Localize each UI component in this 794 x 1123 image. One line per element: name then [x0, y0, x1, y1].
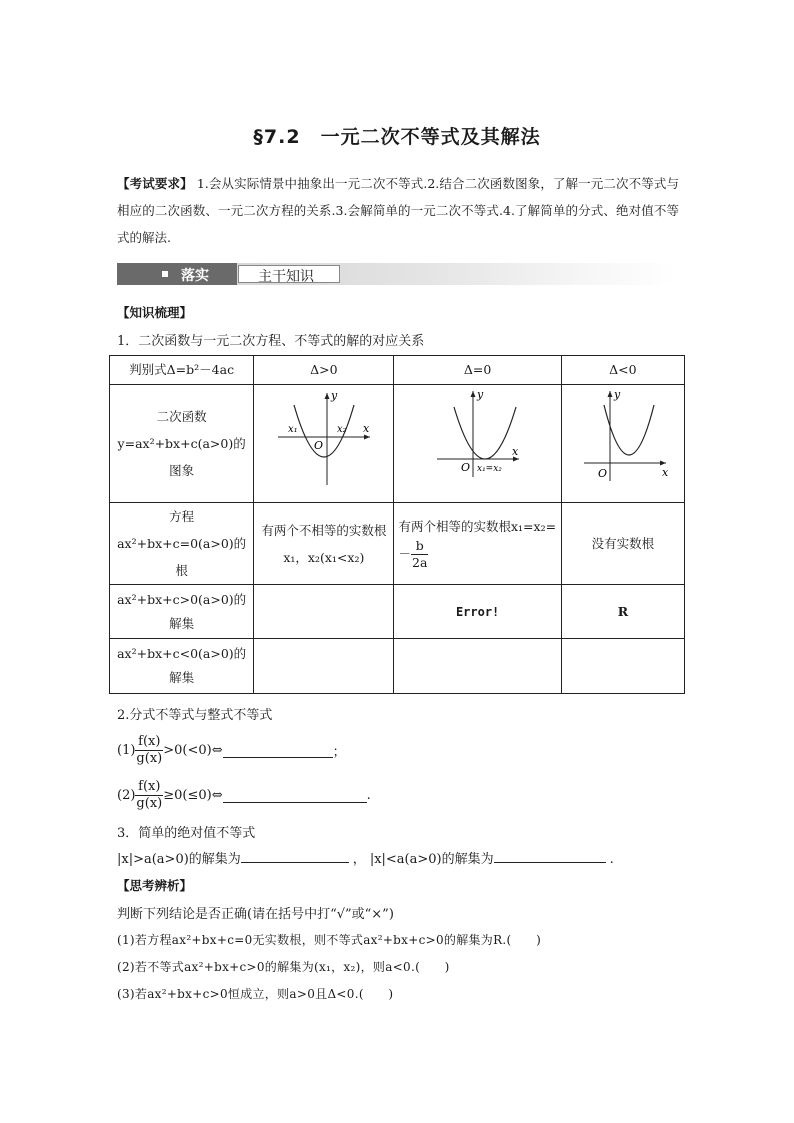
banner-right-label: 主干知识: [258, 269, 314, 285]
judgement-2: (2)若不等式ax²+bx+c>0的解集为(x₁，x₂)，则a<0.( ): [117, 960, 450, 974]
abs-blank-2[interactable]: [494, 848, 606, 863]
exam-requirements: [117, 170, 679, 251]
roots-eq-den: 2a: [412, 555, 428, 570]
graph3-y-label: y: [613, 388, 621, 401]
item2-prefix: (2): [117, 787, 136, 803]
square-bullet-icon: [162, 271, 168, 277]
thinking-header: 【思考辨析】: [117, 878, 193, 893]
abs-part2: |x|<a(a>0)的解集为: [369, 852, 494, 867]
row-lt-label: ax²+bx+c<0(a>0)的解集: [110, 639, 254, 694]
abs-value-line: [117, 848, 614, 867]
lt-cell-2: [394, 639, 561, 694]
roots-lt: 没有实数根: [561, 503, 684, 585]
item1-fraction: [135, 734, 163, 767]
graph-double-root: [394, 385, 561, 503]
table-header-eq: Δ=0: [394, 356, 561, 385]
judgement-1: (1)若方程ax²+bx+c=0无实数根，则不等式ax²+bx+c>0的解集为R.( ): [117, 933, 542, 947]
section-banner: [117, 263, 677, 285]
item2-blank[interactable]: [223, 788, 367, 803]
fraction-item-2: [117, 775, 371, 815]
abs-end: .: [609, 852, 614, 867]
section3-title: 3．简单的绝对值不等式: [117, 826, 256, 841]
item1-den: g(x): [136, 750, 163, 766]
item2-fraction: [135, 779, 163, 812]
lt-cell-1: [254, 639, 394, 694]
graph1-origin-label: O: [314, 439, 324, 452]
judge-intro: 判断下列结论是否正确(请在括号中打“√”或“×”): [117, 907, 394, 922]
graph2-x1x2-label: x₁=x₂: [476, 464, 502, 474]
lt-cell-3: [561, 639, 684, 694]
section1-title: 1．二次函数与一元二次方程、不等式的解的对应关系: [117, 334, 425, 349]
graph-no-root: [561, 385, 684, 503]
item2-relation: ≥0(≤0)⇔: [163, 787, 223, 803]
row-root-label: 方程ax²+bx+c=0(a>0)的根: [110, 503, 254, 585]
parabola-no-root-graph: [566, 385, 680, 493]
judgement-3: (3)若ax²+bx+c>0恒成立，则a>0且Δ<0.( ): [117, 987, 394, 1001]
table-header-gt: Δ>0: [254, 356, 394, 385]
item2-end: .: [366, 787, 371, 803]
graph1-x1-label: x₁: [288, 424, 299, 435]
graph2-x-label: x: [511, 445, 518, 458]
roots-gt: 有两个不相等的实数根x₁，x₂(x₁<x₂): [254, 503, 394, 585]
table-header-discriminant: 判别式Δ=b²－4ac: [110, 356, 254, 385]
item2-den: g(x): [136, 795, 163, 811]
gt-cell-3: R: [561, 585, 684, 639]
graph3-x-label: x: [661, 466, 669, 479]
roots-eq: [394, 503, 561, 585]
fraction-item-1: [117, 730, 346, 770]
abs-part1: |x|>a(a>0)的解集为: [117, 852, 241, 867]
graph2-y-label: y: [476, 388, 483, 401]
abs-blank-1[interactable]: [241, 848, 349, 863]
row-gt-label: ax²+bx+c>0(a>0)的解集: [110, 585, 254, 639]
requirements-label: 【考试要求】: [117, 176, 193, 191]
row-graph-label: 二次函数y=ax²+bx+c(a>0)的图象: [110, 385, 254, 503]
graph2-origin-label: O: [460, 461, 470, 474]
abs-sep: ，: [352, 852, 366, 867]
graph3-origin-label: O: [597, 467, 607, 480]
roots-eq-fraction: [411, 538, 428, 571]
item1-end: ；: [332, 744, 346, 760]
knowledge-header: 【知识梳理】: [117, 305, 193, 320]
parabola-two-roots-graph: [258, 385, 389, 493]
graph1-y-label: y: [331, 389, 338, 402]
graph1-x-label: x: [363, 422, 370, 435]
graph-two-roots: [254, 385, 394, 503]
item1-relation: >0(<0)⇔: [163, 742, 223, 758]
gt-cell-1: [254, 585, 394, 639]
relation-table: [109, 355, 685, 694]
page-title: §7.2 一元二次不等式及其解法: [253, 126, 541, 148]
roots-eq-num: b: [411, 538, 428, 555]
item2-num: f(x): [135, 779, 163, 796]
gt-cell-2: Error!: [394, 585, 561, 639]
item1-num: f(x): [135, 734, 163, 751]
requirements-text: 1.会从实际情景中抽象出一元二次不等式.2.结合二次函数图象，了解一元二次不等式与相应的二次函数、一元二次方程的关系.3.会解简单的一元二次不等式.4.了解简单的分式、绝对值不等式的解法.: [117, 176, 679, 245]
roots-eq-prefix: 有两个相等的实数根x₁=x₂=－: [398, 519, 557, 561]
banner-left-label: 落实: [181, 268, 209, 284]
section2-title: 2.分式不等式与整式不等式: [117, 708, 273, 723]
item1-blank[interactable]: [223, 743, 333, 758]
parabola-double-root-graph: [399, 385, 557, 493]
item1-prefix: (1): [117, 742, 136, 758]
graph1-x2-label: x₂: [337, 424, 348, 435]
table-header-lt: Δ<0: [561, 356, 684, 385]
